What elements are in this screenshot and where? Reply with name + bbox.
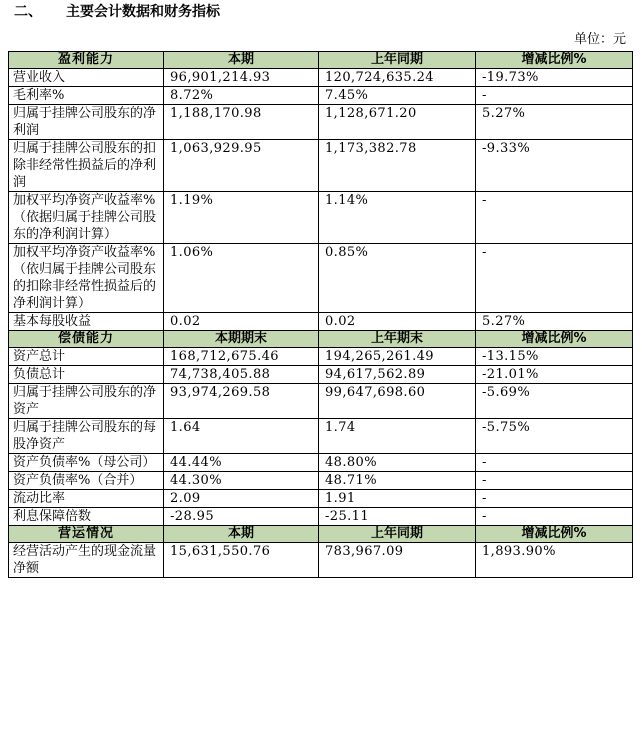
table-row <box>9 244 633 313</box>
table-row <box>9 87 633 105</box>
value-cell: -25.11 <box>319 508 476 526</box>
table-row <box>9 543 633 578</box>
value-cell: 44.44% <box>164 454 319 472</box>
row-label: 加权平均净资产收益率%（依据归属于挂牌公司股东的净利润计算） <box>9 192 164 244</box>
value-cell: -9.33% <box>476 140 633 192</box>
row-label: 归属于挂牌公司股东的每股净资产 <box>9 419 164 454</box>
value-cell: -5.69% <box>476 384 633 419</box>
table-row <box>9 419 633 454</box>
value-cell: - <box>476 508 633 526</box>
value-cell: -21.01% <box>476 366 633 384</box>
value-cell: 1.91 <box>319 490 476 508</box>
table-row <box>9 490 633 508</box>
section-header-row <box>9 52 633 69</box>
table-row <box>9 192 633 244</box>
value-cell: 1,893.90% <box>476 543 633 578</box>
header-cell: 增减比例% <box>476 526 633 543</box>
header-cell: 偿债能力 <box>9 331 164 348</box>
value-cell: 0.85% <box>319 244 476 313</box>
row-label: 毛利率% <box>9 87 164 105</box>
header-cell: 营运情况 <box>9 526 164 543</box>
row-label: 归属于挂牌公司股东的扣除非经常性损益后的净利润 <box>9 140 164 192</box>
value-cell: 96,901,214.93 <box>164 69 319 87</box>
table-row <box>9 508 633 526</box>
value-cell: - <box>476 244 633 313</box>
header-cell: 本期期末 <box>164 331 319 348</box>
value-cell: 8.72% <box>164 87 319 105</box>
value-cell: - <box>476 454 633 472</box>
section-header-row <box>9 526 633 543</box>
value-cell: - <box>476 192 633 244</box>
value-cell: 1,173,382.78 <box>319 140 476 192</box>
value-cell: 74,738,405.88 <box>164 366 319 384</box>
table-row <box>9 472 633 490</box>
table-row <box>9 105 633 140</box>
table-row <box>9 366 633 384</box>
section-header-row <box>9 331 633 348</box>
section-heading <box>14 2 220 22</box>
value-cell: 44.30% <box>164 472 319 490</box>
value-cell: 93,974,269.58 <box>164 384 319 419</box>
value-cell: -19.73% <box>476 69 633 87</box>
row-label: 归属于挂牌公司股东的净利润 <box>9 105 164 140</box>
table-row <box>9 384 633 419</box>
value-cell: 5.27% <box>476 313 633 331</box>
value-cell: 1,188,170.98 <box>164 105 319 140</box>
value-cell: - <box>476 490 633 508</box>
row-label: 负债总计 <box>9 366 164 384</box>
row-label: 流动比率 <box>9 490 164 508</box>
value-cell: 783,967.09 <box>319 543 476 578</box>
value-cell: -13.15% <box>476 348 633 366</box>
table-row <box>9 140 633 192</box>
value-cell: 0.02 <box>164 313 319 331</box>
header-cell: 本期 <box>164 526 319 543</box>
value-cell: 94,617,562.89 <box>319 366 476 384</box>
value-cell: 1.14% <box>319 192 476 244</box>
row-label: 经营活动产生的现金流量净额 <box>9 543 164 578</box>
header-cell: 盈利能力 <box>9 52 164 69</box>
value-cell: 168,712,675.46 <box>164 348 319 366</box>
value-cell: 1,063,929.95 <box>164 140 319 192</box>
row-label: 基本每股收益 <box>9 313 164 331</box>
section-title: 主要会计数据和财务指标 <box>66 4 220 20</box>
value-cell: -28.95 <box>164 508 319 526</box>
value-cell: -5.75% <box>476 419 633 454</box>
value-cell: 1.74 <box>319 419 476 454</box>
value-cell: 48.71% <box>319 472 476 490</box>
header-cell: 上年期末 <box>319 331 476 348</box>
value-cell: 2.09 <box>164 490 319 508</box>
row-label: 资产负债率%（母公司） <box>9 454 164 472</box>
value-cell: 194,265,261.49 <box>319 348 476 366</box>
row-label: 加权平均净资产收益率%（依归属于挂牌公司股东的扣除非经常性损益后的净利润计算） <box>9 244 164 313</box>
header-cell: 增减比例% <box>476 331 633 348</box>
value-cell: 1.64 <box>164 419 319 454</box>
table-row <box>9 313 633 331</box>
row-label: 资产总计 <box>9 348 164 366</box>
row-label: 利息保障倍数 <box>9 508 164 526</box>
table-row <box>9 69 633 87</box>
value-cell: 15,631,550.76 <box>164 543 319 578</box>
row-label: 营业收入 <box>9 69 164 87</box>
value-cell: 1.19% <box>164 192 319 244</box>
table-row <box>9 454 633 472</box>
value-cell: 0.02 <box>319 313 476 331</box>
header-cell: 上年同期 <box>319 52 476 69</box>
value-cell: 99,647,698.60 <box>319 384 476 419</box>
row-label: 资产负债率%（合并） <box>9 472 164 490</box>
value-cell: 48.80% <box>319 454 476 472</box>
row-label: 归属于挂牌公司股东的净资产 <box>9 384 164 419</box>
value-cell: 120,724,635.24 <box>319 69 476 87</box>
header-cell: 增减比例% <box>476 52 633 69</box>
header-cell: 本期 <box>164 52 319 69</box>
value-cell: 5.27% <box>476 105 633 140</box>
financial-data-table <box>8 51 633 578</box>
currency-unit: 单位：元 <box>573 32 626 47</box>
table-row <box>9 348 633 366</box>
value-cell: 1,128,671.20 <box>319 105 476 140</box>
value-cell: - <box>476 472 633 490</box>
value-cell: 1.06% <box>164 244 319 313</box>
value-cell: 7.45% <box>319 87 476 105</box>
value-cell: - <box>476 87 633 105</box>
header-cell: 上年同期 <box>319 526 476 543</box>
section-number: 二、 <box>14 4 42 20</box>
